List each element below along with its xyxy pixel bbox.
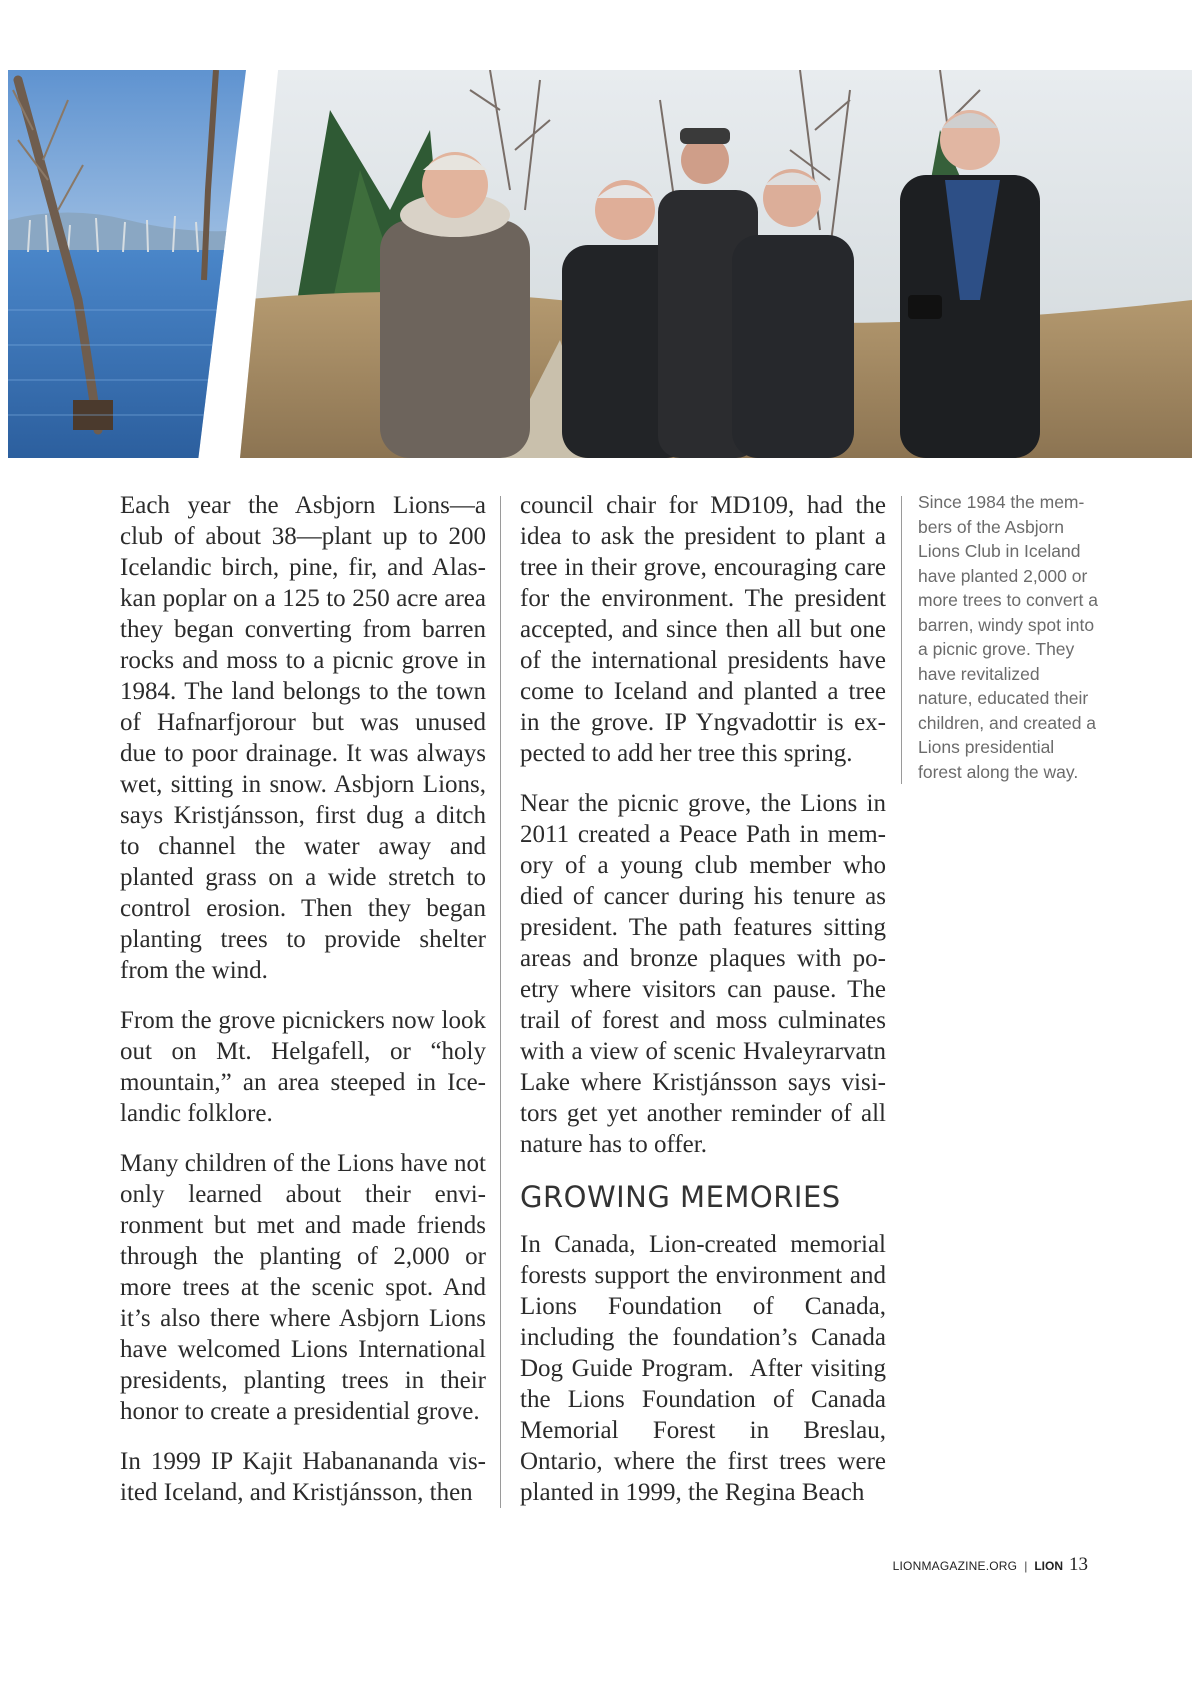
paragraph: Each year the Asbjorn Lions—a club of about 38—plant up to 200 Icelandic birch, pine, fir, and Alaskan poplar on a 125 to 250 acre area they began converting from barren rocks and moss to a picnic grove in 1984. The land belongs to the town of Hafnarfjorour but was unused due to poor drainage. It was always wet, sitting in snow. Asbjorn Lions, says Kristjánsson, first dug a ditch to channel the water away and planted grass on a wide stretch to control erosion. Then they began planting trees to provide shelter from the wind. [120, 492, 486, 984]
paragraph: Many children of the Lions have not only learned about their environment but met and made friends through the planting of 2,000 or more trees at the scenic spot. And it’s also there where Asbjorn Lions have welcomed Lions International presidents, planting trees in their honor to create a presidential grove. [120, 1150, 486, 1425]
page-footer [893, 1554, 1088, 1576]
page-number: 13 [1069, 1554, 1088, 1575]
article-column-1 [120, 490, 486, 1527]
website-link[interactable]: LIONMAGAZINE.ORG [892, 1559, 1018, 1573]
footer-separator: | [1024, 1559, 1028, 1573]
lions-group-photo [240, 70, 1192, 458]
lake-photo [8, 70, 246, 458]
column-rule-2 [901, 496, 902, 784]
paragraph: In Canada, Lion-created memorial forests support the environment and Lions Foundation of Canada, including the foundation’s Canada Dog Guide Program. After visiting the Lions Foundation of Canada Memorial Forest in Breslau, Ontario, where the first trees were planted in 1999, the Regina Beach [520, 1231, 886, 1506]
paragraph: council chair for MD109, had the idea to ask the president to plant a tree in their grove, encouraging care for the environment. The president accepted, and since then all but one of the international presidents have come to Iceland and planted a tree in the grove. IP Yngvadottir is expected to add her tree this spring. [520, 492, 886, 767]
photo-caption: Since 1984 the members of the Asbjorn Lions Club in Iceland have planted 2,000 or more trees to convert a barren, windy spot into a picnic grove. They have revitalized nature, educated their children, and created a Lions presidential forest along the way. [918, 492, 1098, 782]
magazine-name: LION [1034, 1559, 1063, 1573]
article-column-2 [520, 490, 886, 1527]
section-heading: GROWING MEMORIES [520, 1180, 841, 1214]
paragraph: In 1999 IP Kajit Habanananda visited Iceland, and Kristjánsson, then [120, 1448, 486, 1506]
paragraph: From the grove picnickers now look out on Mt. Helgafell, or “holy mountain,” an area steeped in Icelandic folklore. [120, 1007, 486, 1127]
column-rule-1 [500, 496, 501, 1508]
paragraph: Near the picnic grove, the Lions in 2011 created a Peace Path in memory of a young club member who died of cancer during his tenure as president. The path features sitting areas and bronze plaques with poetry where visitors can pause. The trail of forest and moss culminates with a view of scenic Hvaleyrarvatn Lake where Kristjánsson says visitors get yet another reminder of all nature has to offer. [520, 790, 886, 1158]
